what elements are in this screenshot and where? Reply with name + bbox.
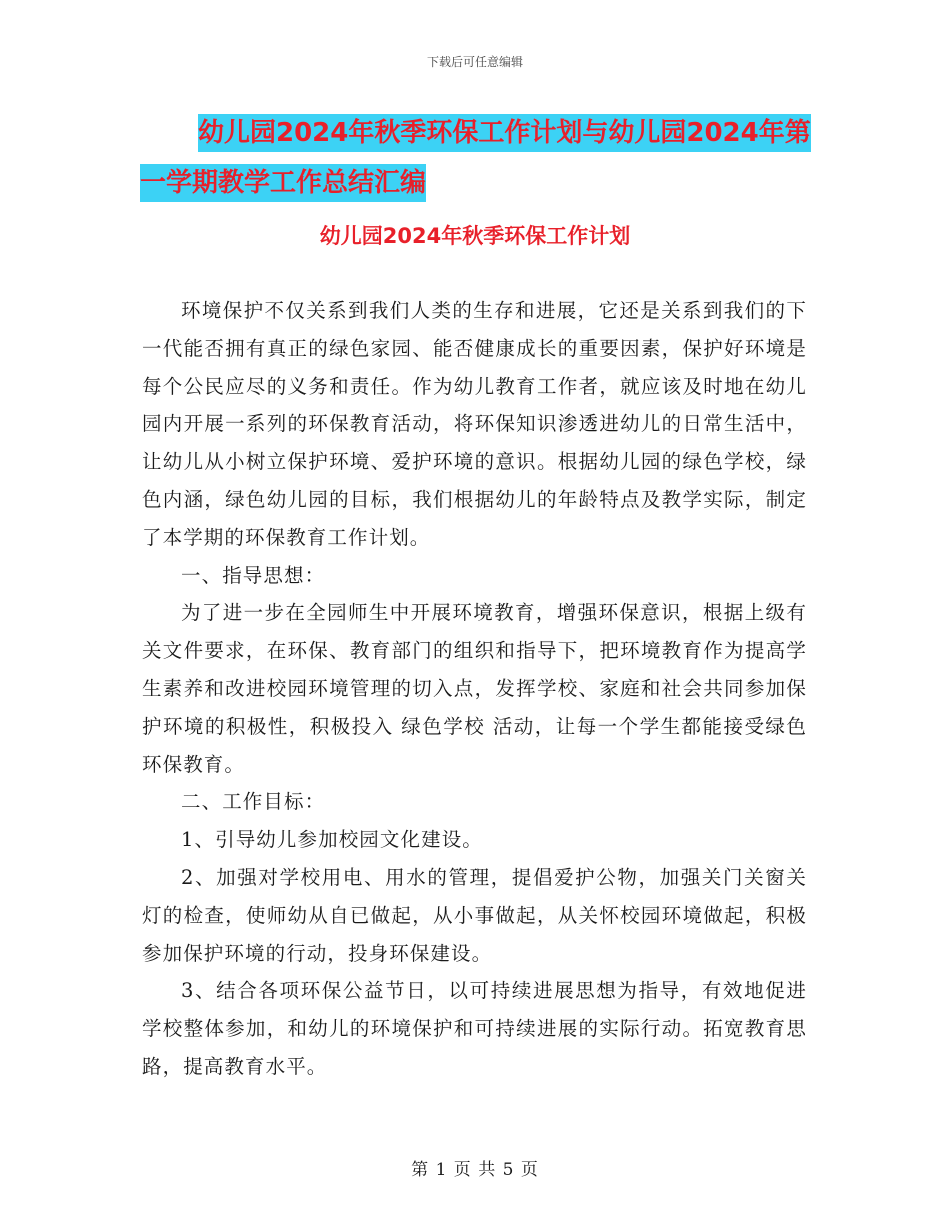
- paragraph-intro: 环境保护不仅关系到我们人类的生存和进展，它还是关系到我们的下一代能否拥有真正的绿色家园、能否健康成长的重要因素，保护好环境是每个公民应尽的义务和责任。作为幼儿教育工作者，就应该及时地在幼儿园内开展一系列的环保教育活动，将环保知识渗透进幼儿的日常生活中，让幼儿从小树立保护环境、爱护环境的意识。根据幼儿园的绿色学校，绿色内涵，绿色幼儿园的目标，我们根据幼儿的年龄特点及教学实际，制定了本学期的环保教育工作计划。: [142, 299, 807, 549]
- header-note: 下载后可任意编辑: [426, 55, 523, 69]
- title-highlight-1: 幼儿园2024年秋季环保工作计划与幼儿园2024年第: [198, 114, 811, 152]
- paragraph-goal-2: 2、加强对学校用电、用水的管理，提倡爱护公物，加强关门关窗关灯的检查，使师幼从自已做起，从小事做起，从关怀校园环境做起，积极参加保护环境的行动，投身环保建设。: [142, 865, 807, 965]
- page-number: 第 1 页 共 5 页: [411, 1160, 539, 1180]
- paragraph-goal-1: 1、引导幼儿参加校园文化建设。: [181, 828, 483, 852]
- section-title: 幼儿园2024年秋季环保工作计划: [319, 224, 631, 248]
- body-text: [142, 292, 807, 1086]
- heading-work-goals: 二、工作目标：: [181, 790, 326, 814]
- paragraph-guiding-thought: 为了进一步在全园师生中开展环境教育，增强环保意识，根据上级有关文件要求，在环保、教育部门的组织和指导下，把环境教育作为提高学生素养和改进校园环境管理的切入点，发挥学校、家庭和社会共同参加保护环境的积极性，积极投入 绿色学校 活动，让每一个学生都能接受绿色环保教育。: [142, 601, 807, 776]
- document-title-line2: [140, 158, 840, 208]
- heading-guiding-thought: 一、指导思想：: [181, 563, 326, 587]
- document-title: [140, 108, 840, 208]
- paragraph-goal-3: 3、结合各项环保公益节日，以可持续进展思想为指导，有效地促进学校整体参加，和幼儿的环境保护和可持续进展的实际行动。拓宽教育思路，提高教育水平。: [142, 979, 807, 1078]
- document-title-line1: [140, 108, 840, 158]
- title-highlight-2: 一学期教学工作总结汇编: [140, 164, 426, 202]
